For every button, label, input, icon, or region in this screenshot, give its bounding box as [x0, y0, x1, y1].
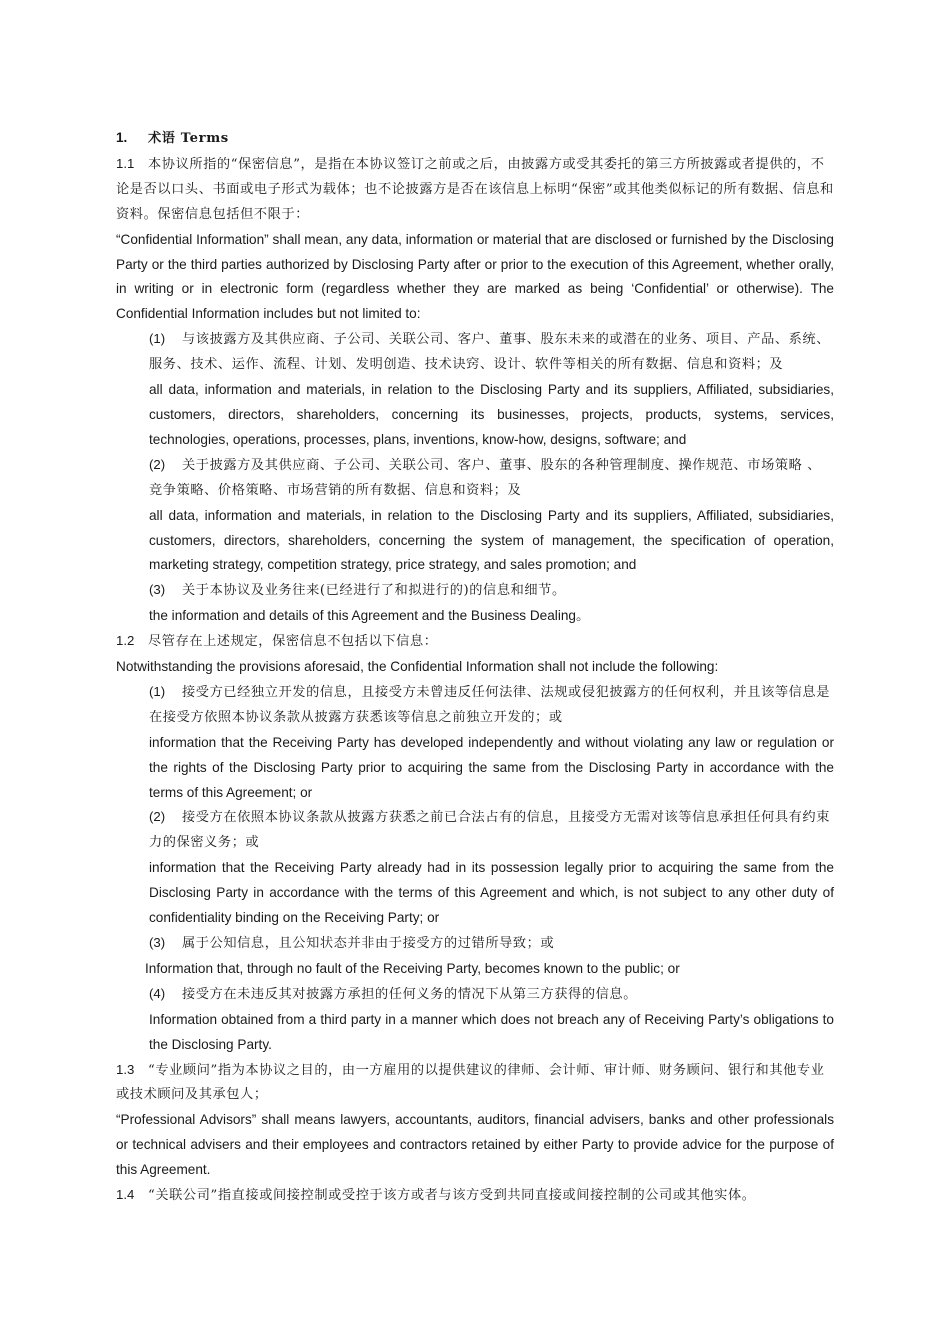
clause-1-4-cn-text: “关联公司”指直接或间接控制或受控于该方或者与该方受到共同直接或间接控制的公司或其他实体。	[148, 1188, 756, 1204]
section-heading	[116, 126, 834, 152]
item-cn-text: 接受方已经独立开发的信息，且接受方未曾违反任何法律、法规或侵犯披露方的任何权利，并且该等信息是在接受方依照本协议条款从披露方获悉该等信息之前独立开发的；或	[149, 684, 831, 725]
clause-1-1-number: 1.1	[116, 155, 135, 171]
item-cn-text: 属于公知信息，且公知状态并非由于接受方的过错所导致；或	[182, 936, 555, 951]
clause-1-2-item-3-en: Information that, through no fault of the Receiving Party, becomes known to the public; or	[145, 960, 680, 976]
clause-1-1-item-1-cn	[116, 327, 834, 378]
clause-1-2-en: Notwithstanding the provisions aforesaid, the Confidential Information shall not include the following:	[116, 659, 719, 675]
item-number: (1)	[149, 331, 166, 347]
item-cn-text: 关于本协议及业务往来(已经进行了和拟进行的)的信息和细节。	[182, 583, 566, 599]
clause-1-4-number: 1.4	[116, 1187, 135, 1203]
clause-1-3-en: “Professional Advisors” shall means lawyers, accountants, auditors, financial advisers, banks and other professionals or technical advisers and their employees and contractors retained by either Party to provide advice for the purpose of this Agreement.	[116, 1112, 834, 1178]
item-cn-text: 关于披露方及其供应商、子公司、关联公司、客户、董事、股东的各种管理制度、操作规范、市场策略 、竞争策略、价格策略、市场营销的所有数据、信息和资料；及	[149, 457, 822, 498]
clause-1-2-item-2-en: information that the Receiving Party already had in its possession legally prior to acquiring the same from the Disclosing Party in accordance with the terms of this Agreement and which, is not subject to any other duty of confidentiality binding on the Receiving Party; or	[149, 860, 834, 926]
clause-1-3-number: 1.3	[116, 1061, 135, 1077]
clause-1-2-cn	[116, 629, 834, 655]
clause-1-1-item-3-cn	[116, 578, 834, 604]
item-number: (2)	[149, 809, 166, 825]
clause-1-2-item-4-en: Information obtained from a third party in a manner which does not breach any of Receiving Party’s obligations to the Disclosing Party.	[149, 1011, 834, 1052]
clause-1-3-cn-text: “专业顾问”指为本协议之目的，由一方雇用的以提供建议的律师、会计师、审计师、财务顾问、银行和其他专业或技术顾问及其承包人；	[116, 1062, 825, 1103]
section-number: 1.	[116, 130, 128, 145]
section-title: 术语 Terms	[148, 131, 229, 146]
clause-1-1-cn	[116, 152, 834, 228]
clause-1-1-en: “Confidential Information” shall mean, any data, information or material that are disclosed or furnished by the Disclosing Party or the third parties authorized by Disclosing Party after or prior to the execution of this Agreement, whether orally, in writing or in electronic form (regardless whether they are marked as being ‘Confidential’ or otherwise). The Confidential Information includes but not limited to:	[116, 231, 834, 322]
clause-1-1-item-3-en: the information and details of this Agreement and the Business Dealing。	[149, 608, 590, 624]
item-cn-text: 接受方在未违反其对披露方承担的任何义务的情况下从第三方获得的信息。	[182, 986, 637, 1002]
clause-1-2-item-1-en: information that the Receiving Party has developed independently and without violating any law or regulation or the rights of the Disclosing Party prior to acquiring the same from the Disclosing Party in accordance with the terms of this Agreement; or	[149, 734, 834, 800]
clause-1-2-item-4-cn	[116, 982, 834, 1008]
item-number: (4)	[149, 985, 166, 1001]
clause-1-4-cn	[116, 1183, 834, 1209]
clause-1-3-cn	[116, 1058, 834, 1109]
clause-1-2-item-1-cn	[116, 680, 834, 731]
item-cn-text: 与该披露方及其供应商、子公司、关联公司、客户、董事、股东未来的或潜在的业务、项目、产品、系统、服务、技术、运作、流程、计划、发明创造、技术诀窍、设计、软件等相关的所有数据、信息和资料；及	[149, 332, 831, 373]
clause-1-2-item-2-cn	[116, 805, 834, 856]
item-number: (3)	[149, 935, 166, 950]
item-number: (2)	[149, 456, 166, 472]
clause-1-1-item-2-cn	[116, 453, 834, 504]
document-page	[116, 126, 834, 1209]
clause-1-2-cn-text: 尽管存在上述规定，保密信息不包括以下信息：	[148, 634, 438, 650]
item-number: (1)	[149, 683, 166, 699]
item-number: (3)	[149, 582, 166, 598]
clause-1-1-item-2-en: all data, information and materials, in relation to the Disclosing Party and its suppliers, Affiliated, subsidiaries, customers, directors, shareholders, concerning the system of management, the specification of operation, marketing strategy, competition strategy, price strategy, and sales promotion; and	[149, 507, 834, 573]
clause-1-2-item-3-cn	[116, 931, 834, 957]
item-cn-text: 接受方在依照本协议条款从披露方获悉之前已合法占有的信息，且接受方无需对该等信息承担任何具有约束力的保密义务；或	[149, 810, 831, 851]
clause-1-1-cn-text: 本协议所指的“保密信息”，是指在本协议签订之前或之后，由披露方或受其委托的第三方所披露或者提供的，不论是否以口头、书面或电子形式为载体；也不论披露方是否在该信息上标明“保密”或其他类似标记的所有数据、信息和资料。保密信息包括但不限于：	[116, 156, 834, 222]
clause-1-1-item-1-en: all data, information and materials, in relation to the Disclosing Party and its suppliers, Affiliated, subsidiaries, customers, directors, shareholders, concerning its businesses, projects, products, systems, services, technologies, operations, processes, plans, inventions, know-how, designs, software; and	[149, 382, 834, 447]
clause-1-2-number: 1.2	[116, 633, 135, 649]
